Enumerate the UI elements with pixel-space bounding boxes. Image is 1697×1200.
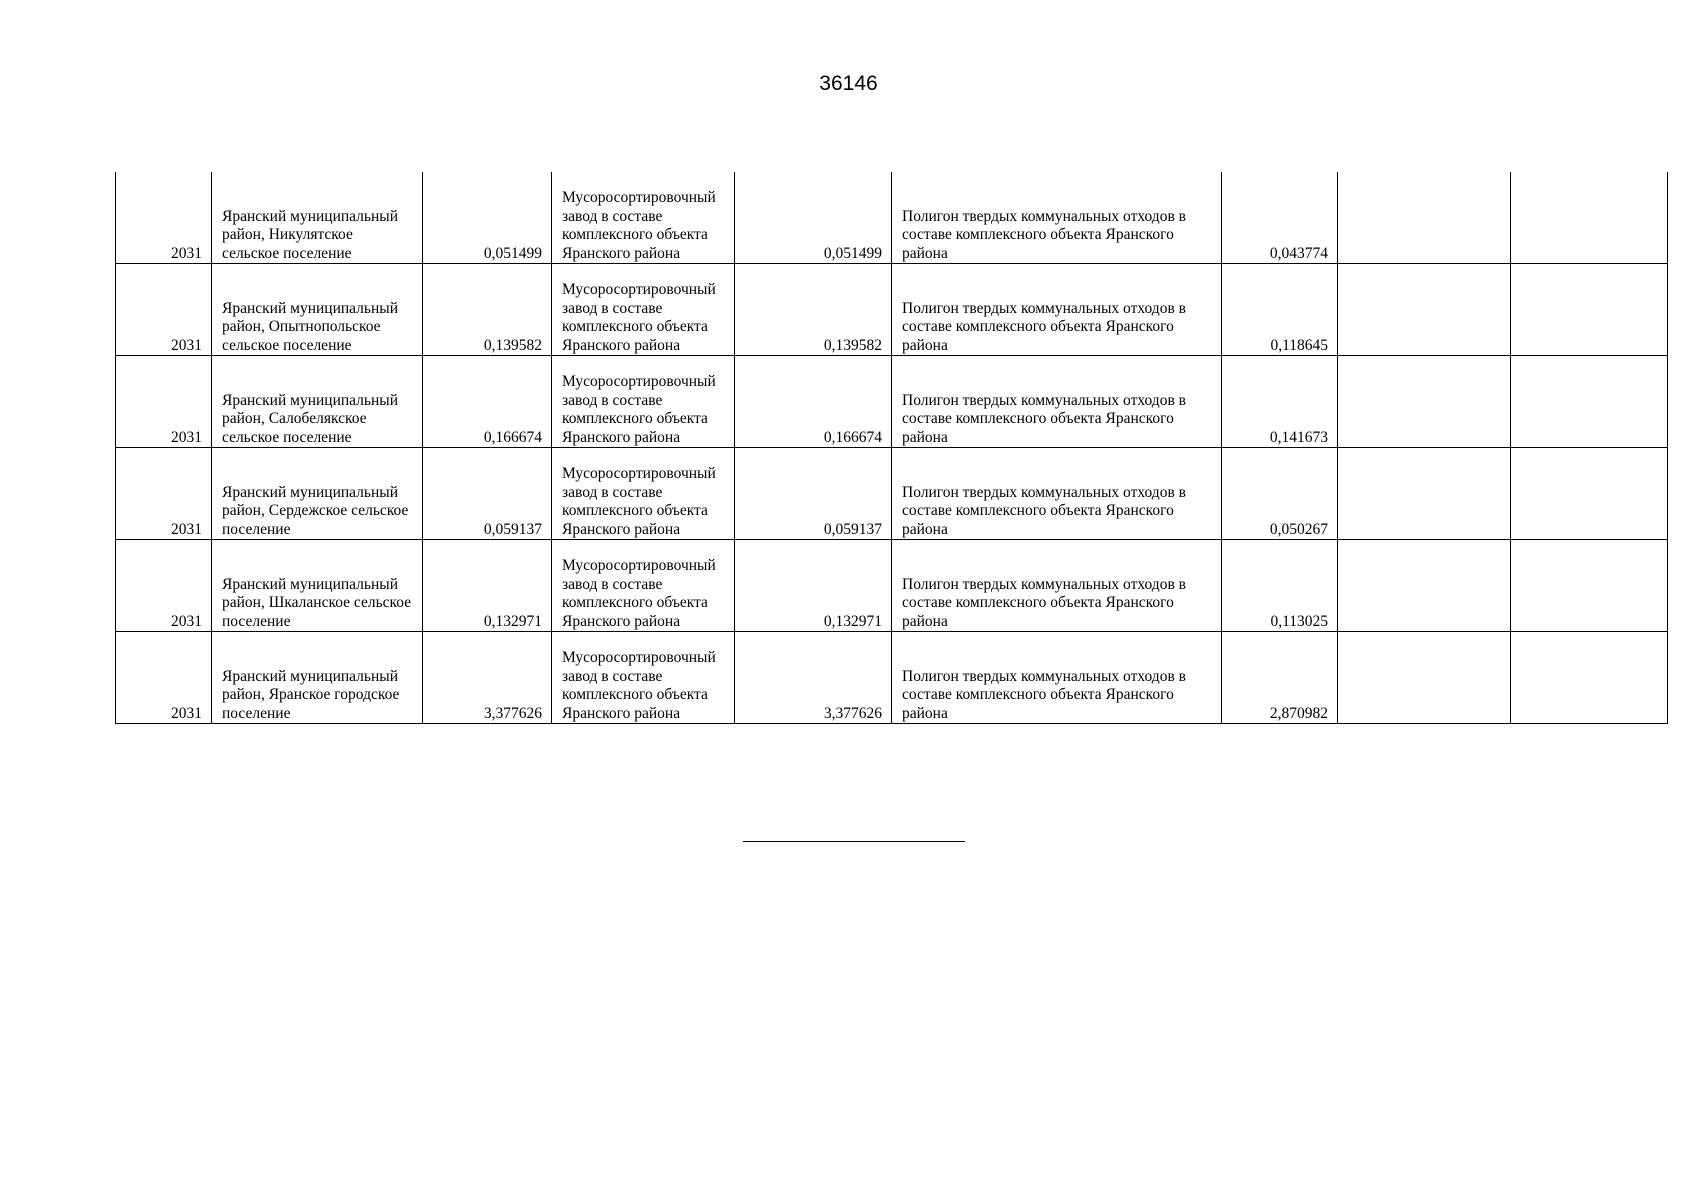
amount-source-cell: 0,166674: [423, 356, 552, 448]
amount-source-cell: 3,377626: [423, 632, 552, 724]
landfill-facility-cell: Полигон твердых коммунальных отходов в составе комплексного объекта Яранского района: [892, 264, 1222, 356]
amount-sorting-cell: 0,051499: [735, 172, 892, 264]
table-body: [116, 172, 1668, 724]
municipality-cell: Яранский муниципальный район, Опытнопольское сельское поселение: [212, 264, 423, 356]
amount-sorting-cell: 0,139582: [735, 264, 892, 356]
sorting-facility-cell: Мусоросортировочный завод в составе комплексного объекта Яранского района: [552, 264, 735, 356]
sorting-facility-cell: Мусоросортировочный завод в составе комплексного объекта Яранского района: [552, 540, 735, 632]
empty-cell: [1338, 356, 1511, 448]
empty-cell: [1338, 448, 1511, 540]
amount-sorting-cell: 0,132971: [735, 540, 892, 632]
year-cell: 2031: [116, 172, 212, 264]
amount-landfill-cell: 2,870982: [1222, 632, 1338, 724]
landfill-facility-cell: Полигон твердых коммунальных отходов в составе комплексного объекта Яранского района: [892, 172, 1222, 264]
table-row: [116, 448, 1668, 540]
sorting-facility-cell: Мусоросортировочный завод в составе комплексного объекта Яранского района: [552, 356, 735, 448]
year-cell: 2031: [116, 264, 212, 356]
empty-cell: [1511, 356, 1668, 448]
amount-sorting-cell: 3,377626: [735, 632, 892, 724]
year-cell: 2031: [116, 356, 212, 448]
amount-landfill-cell: 0,043774: [1222, 172, 1338, 264]
amount-source-cell: 0,051499: [423, 172, 552, 264]
amount-sorting-cell: 0,166674: [735, 356, 892, 448]
empty-cell: [1511, 632, 1668, 724]
waste-flow-table: [115, 172, 1668, 724]
amount-source-cell: 0,139582: [423, 264, 552, 356]
table-row: [116, 264, 1668, 356]
end-of-document-rule: [743, 841, 965, 842]
municipality-cell: Яранский муниципальный район, Салобелякское сельское поселение: [212, 356, 423, 448]
landfill-facility-cell: Полигон твердых коммунальных отходов в составе комплексного объекта Яранского района: [892, 356, 1222, 448]
landfill-facility-cell: Полигон твердых коммунальных отходов в составе комплексного объекта Яранского района: [892, 632, 1222, 724]
table-row: [116, 632, 1668, 724]
sorting-facility-cell: Мусоросортировочный завод в составе комплексного объекта Яранского района: [552, 172, 735, 264]
municipality-cell: Яранский муниципальный район, Шкаланское сельское поселение: [212, 540, 423, 632]
amount-landfill-cell: 0,118645: [1222, 264, 1338, 356]
sorting-facility-cell: Мусоросортировочный завод в составе комплексного объекта Яранского района: [552, 632, 735, 724]
table-row: [116, 540, 1668, 632]
sorting-facility-cell: Мусоросортировочный завод в составе комплексного объекта Яранского района: [552, 448, 735, 540]
municipality-cell: Яранский муниципальный район, Сердежское сельское поселение: [212, 448, 423, 540]
landfill-facility-cell: Полигон твердых коммунальных отходов в составе комплексного объекта Яранского района: [892, 448, 1222, 540]
amount-landfill-cell: 0,050267: [1222, 448, 1338, 540]
municipality-cell: Яранский муниципальный район, Яранское городское поселение: [212, 632, 423, 724]
landfill-facility-cell: Полигон твердых коммунальных отходов в составе комплексного объекта Яранского района: [892, 540, 1222, 632]
page-number: 36146: [819, 72, 878, 95]
empty-cell: [1338, 264, 1511, 356]
empty-cell: [1338, 632, 1511, 724]
amount-source-cell: 0,059137: [423, 448, 552, 540]
empty-cell: [1338, 172, 1511, 264]
municipality-cell: Яранский муниципальный район, Никулятское сельское поселение: [212, 172, 423, 264]
empty-cell: [1511, 264, 1668, 356]
year-cell: 2031: [116, 540, 212, 632]
year-cell: 2031: [116, 448, 212, 540]
year-cell: 2031: [116, 632, 212, 724]
table-row: [116, 172, 1668, 264]
table-row: [116, 356, 1668, 448]
amount-source-cell: 0,132971: [423, 540, 552, 632]
empty-cell: [1338, 540, 1511, 632]
amount-landfill-cell: 0,113025: [1222, 540, 1338, 632]
empty-cell: [1511, 172, 1668, 264]
empty-cell: [1511, 448, 1668, 540]
empty-cell: [1511, 540, 1668, 632]
amount-sorting-cell: 0,059137: [735, 448, 892, 540]
amount-landfill-cell: 0,141673: [1222, 356, 1338, 448]
